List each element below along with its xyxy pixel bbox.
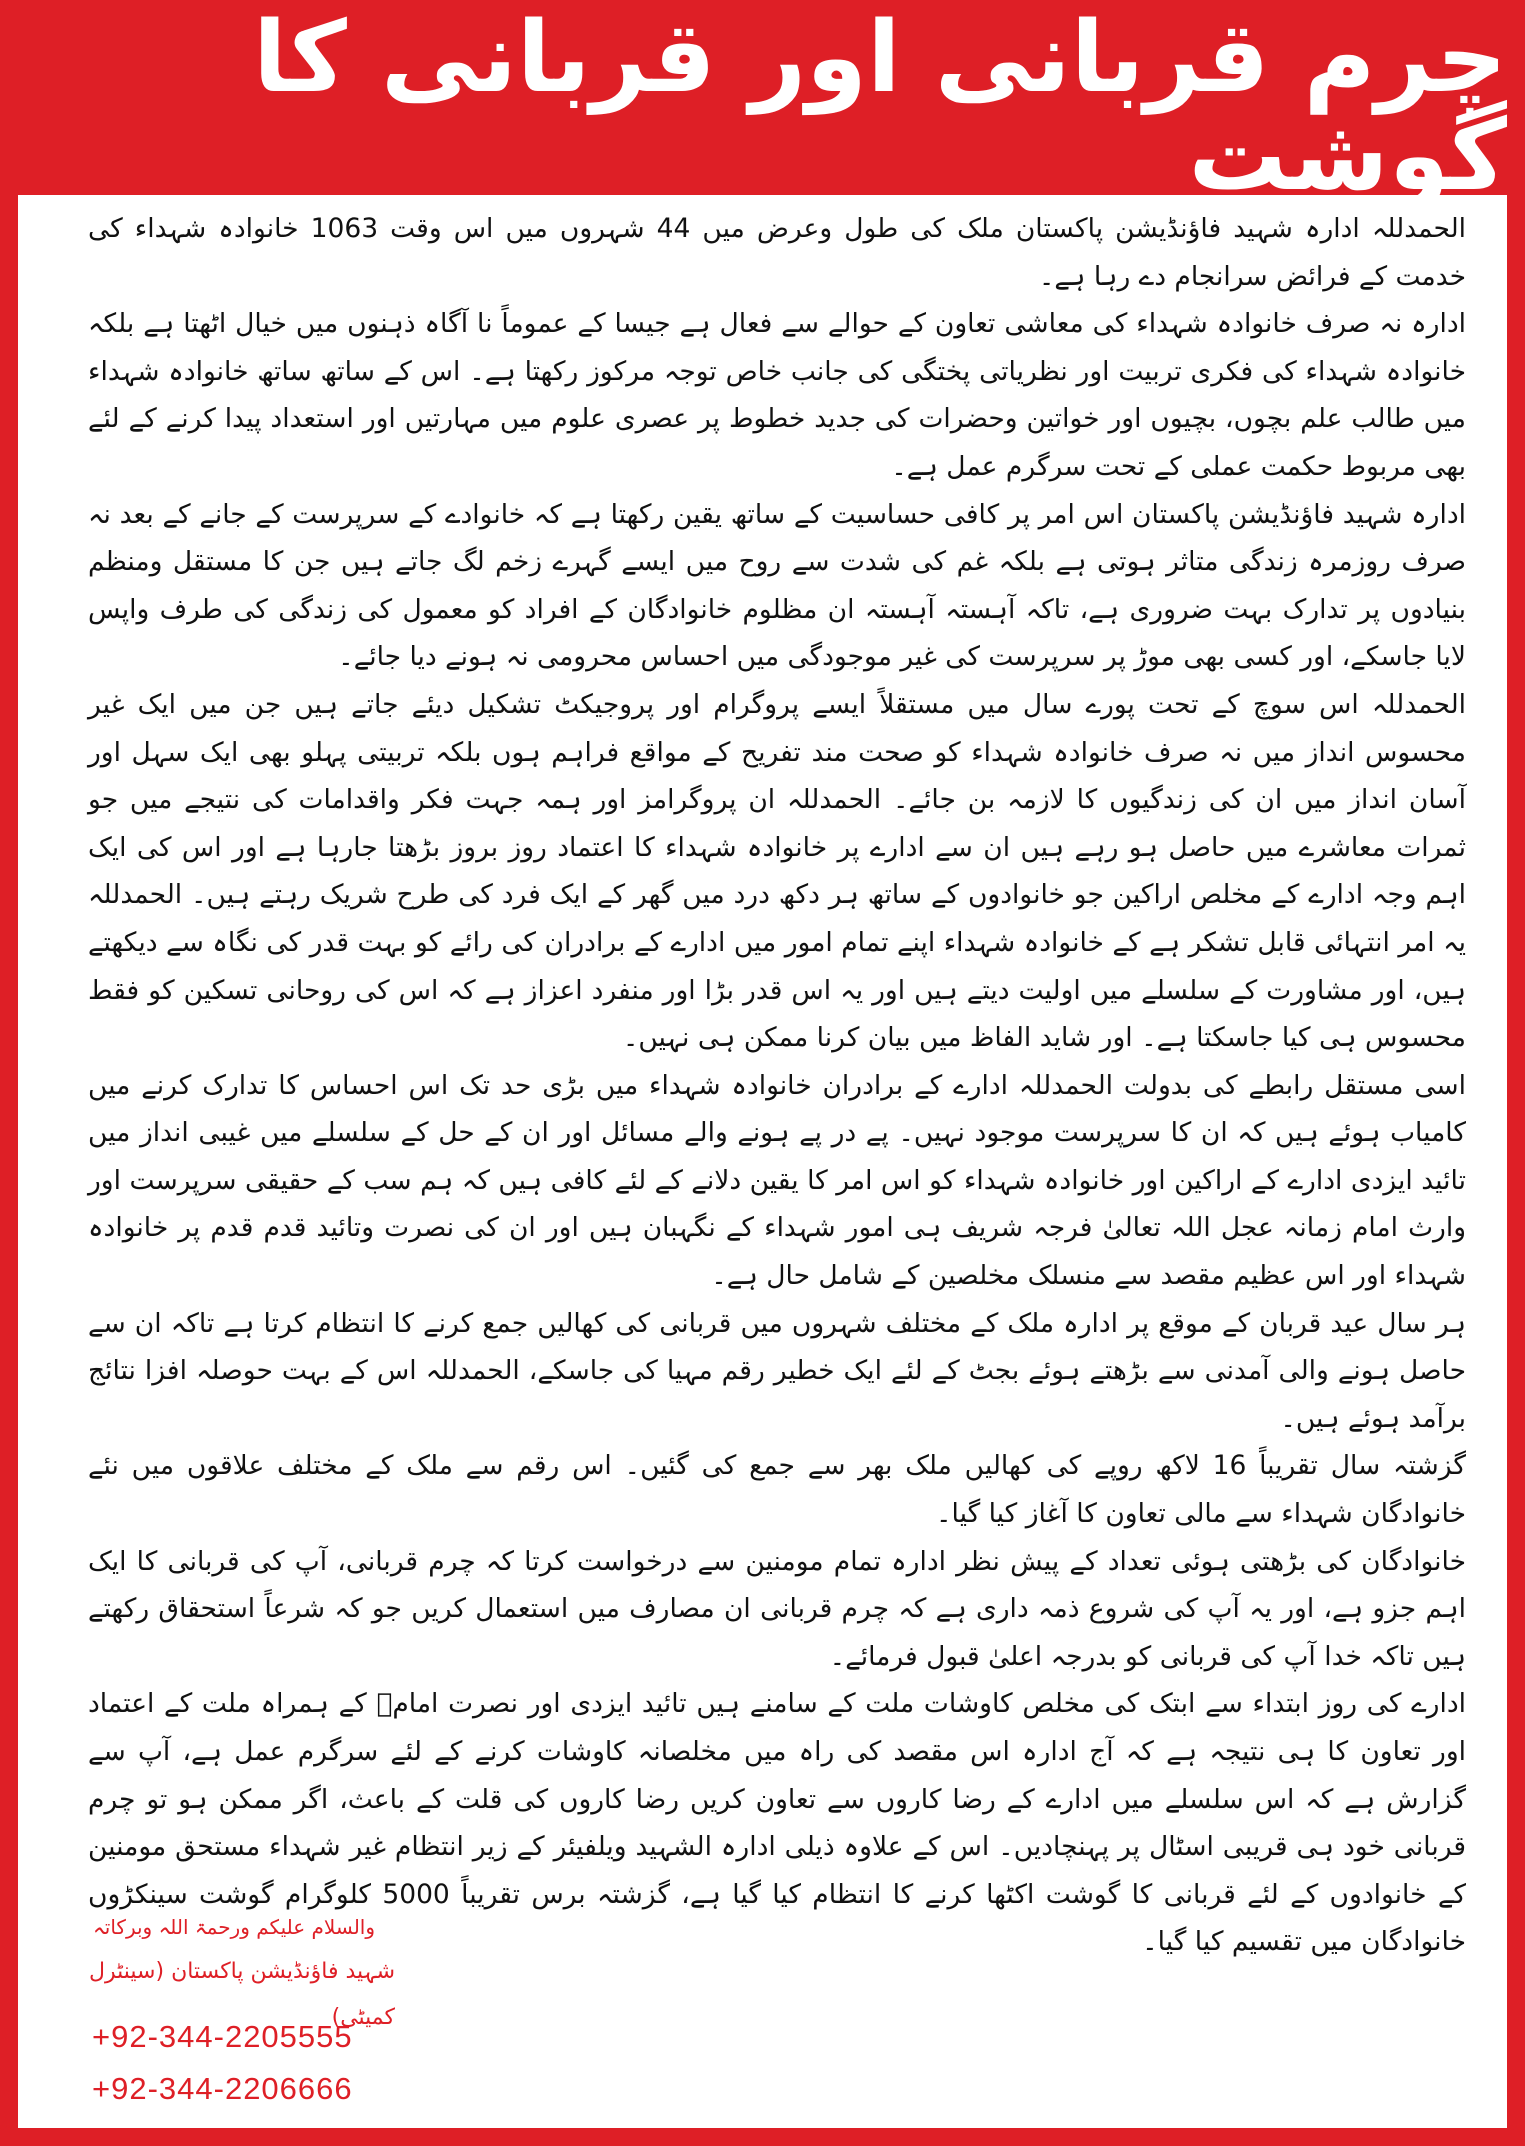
paragraph-6: ہر سال عید قربان کے موقع پر ادارہ ملک کے مختلف شہروں میں قربانی کی کھالیں جمع کرنے کا انتظام کرتا ہے تاکہ ان سے حاصل ہونے والی آمدنی سے بڑھتے ہوئے بجٹ کے لئے ایک خطیر رقم مہیا کی جاسکے، الحمدللہ اس کے بہت حوصلہ افزا نتائج برآمد ہوئے ہیں۔ [88, 1307, 1466, 1434]
signoff [75, 1905, 395, 2030]
title-banner [18, 0, 1507, 213]
paragraph-1: الحمدللہ ادارہ شہید فاؤنڈیشن پاکستان ملک کی طول وعرض میں 44 شہروں میں اس وقت 1063 خانوادہ شہداء کی خدمت کے فرائض سرانجام دے رہا ہے۔ [88, 213, 1467, 292]
paragraph-9: ادارے کی روز ابتداء سے ابتک کی مخلص کاوشات ملت کے سامنے ہیں تائید ایزدی اور نصرت امامؑ کے ہمراہ ملت کے اعتماد اور تعاون کا ہی نتیجہ ہے کہ آج ادارہ اس مقصد کی راہ میں مخلصانہ کاوشات کرنے کے لئے سرگرم عمل ہے، آپ سے گزارش ہے کہ اس سلسلے میں ادارے کے رضا کاروں سے تعاون کریں رضا کاروں کی قلت کے باعث، اگر ممکن ہو تو چرم قربانی خود ہی قریبی اسٹال پر پہنچادیں۔ اس کے علاوہ ذیلی ادارہ الشہید ویلفیئر کے زیر انتظام غیر شہداء مستحق مومنین کے خانوادوں کے لئے قربانی کا گوشت اکٹھا کرنے کا انتظام کیا گیا ہے، گزشتہ برس تقریباً 5000 کلوگرام گوشت سینکڑوں خانوادگان میں تقسیم کیا گیا۔ [88, 1688, 1466, 1958]
closing-salutation: والسلام علیکم ورحمۃ اللہ وبرکاتہ [93, 1915, 375, 1939]
phone-number-1: +92-344-2205555 [92, 2019, 353, 2054]
paragraph-2: ادارہ نہ صرف خانوادہ شہداء کی معاشی تعاون کے حوالے سے فعال ہے جیسا کے عموماً نا آگاہ ذہنوں میں خیال اٹھتا ہے بلکہ خانوادہ شہداء کی فکری تربیت اور نظریاتی پختگی کی جانب خاص توجہ مرکوز رکھتا ہے۔ اس کے ساتھ ساتھ خانوادہ شہداء میں طالب علم بچوں، بچیوں اور خواتین وحضرات کی جدید خطوط پر عصری علوم میں مہارتیں اور استعداد پیدا کرنے کے لئے بھی مربوط حکمت عملی کے تحت سرگرم عمل ہے۔ [88, 308, 1466, 482]
page-title: چرم قربانی اور قربانی کا گوشت [253, 0, 1507, 213]
paragraph-7: گزشتہ سال تقریباً 16 لاکھ روپے کی کھالیں ملک بھر سے جمع کی گئیں۔ اس رقم سے ملک کے مختلف علاقوں میں نئے خانوادگان شہداء سے مالی تعاون کا آغاز کیا گیا۔ [88, 1450, 1466, 1530]
paragraph-5: اسی مستقل رابطے کی بدولت الحمدللہ ادارے کے برادران خانوادہ شہداء میں بڑی حد تک اس احساس کا تدارک کرنے میں کامیاب ہوئے ہیں کہ ان کا سرپرست موجود نہیں۔ پے در پے ہونے والے مسائل اور ان کے حل کے سلسلے میں غیبی انداز میں تائید ایزدی ادارے کے اراکین اور خانوادہ شہداء کو اس امر کا یقین دلانے کے لئے کافی ہیں کہ ہم سب کے حقیقی سرپرست اور وارث امام زمانہ عجل اللہ تعالیٰ فرجہ شریف ہی امور شہداء کے نگہبان ہیں اور ان کی نصرت وتائید قدم قدم پر خانوادہ شہداء اور اس عظیم مقصد سے منسلک مخلصین کے شامل حال ہے۔ [88, 1069, 1466, 1292]
paragraph-8: خانوادگان کی بڑھتی ہوئی تعداد کے پیش نظر ادارہ تمام مومنین سے درخواست کرتا کہ چرم قربانی، آپ کی قربانی کا ایک اہم جزو ہے، اور یہ آپ کی شروع ذمہ داری ہے کہ چرم قربانی ان مصارف میں استعمال کریں جو کہ شرعاً استحقاق رکھتے ہیں تاکہ خدا آپ کی قربانی کو بدرجہ اعلیٰ قبول فرمائے۔ [88, 1545, 1466, 1672]
paragraph-4: الحمدللہ اس سوچ کے تحت پورے سال میں مستقلاً ایسے پروگرام اور پروجیکٹ تشکیل دیئے جاتے ہیں جن میں ایک غیر محسوس انداز میں نہ صرف خانوادہ شہداء کو صحت مند تفریح کے مواقع فراہم ہوں بلکہ تربیتی پہلو بھی ایک سہل اور آسان انداز میں ان کی زندگیوں کا لازمہ بن جائے۔ الحمدللہ ان پروگرامز اور ہمہ جہت فکر واقدامات کی نتیجے میں جو ثمرات معاشرے میں حاصل ہو رہے ہیں ان سے ادارے پر خانوادہ شہداء کا اعتماد روز بروز بڑھتا جارہا ہے اور اس کی ایک اہم وجہ ادارے کے مخلص اراکین جو خانوادوں کے ساتھ ہر دکھ درد میں گھر کے ایک فرد کی طرح شریک رہتے ہیں۔ الحمدللہ یہ امر انتہائی قابل تشکر ہے کے خانوادہ شہداء اپنے تمام امور میں ادارے کے برادران کی رائے کو بہت قدر کی نگاہ سے دیکھتے ہیں، اور مشاورت کے سلسلے میں اولیت دیتے ہیں اور یہ اس قدر بڑا اور منفرد اعزاز ہے کہ اس کی روحانی تسکین کو فقط محسوس ہی کیا جاسکتا ہے۔ اور شاید الفاظ میں بیان کرنا ممکن ہی نہیں۔ [88, 688, 1466, 1054]
paragraph-3: ادارہ شہید فاؤنڈیشن پاکستان اس امر پر کافی حساسیت کے ساتھ یقین رکھتا ہے کہ خانوادے کے سرپرست کے جانے کے بعد نہ صرف روزمرہ زندگی متاثر ہوتی ہے بلکہ غم کی شدت سے روح میں ایسے گہرے زخم لگ جاتے ہیں جن کا مستقل ومنظم بنیادوں پر تدارک بہت ضروری ہے، تاکہ آہستہ آہستہ ان مظلوم خانوادگان کے افراد کو معمول کی زندگی کی طرف واپس لایا جاسکے، اور کسی بھی موڑ پر سرپرست کی غیر موجودگی میں احساس محرومی نہ ہونے دیا جائے۔ [88, 498, 1466, 673]
phone-number-2: +92-344-2206666 [92, 2071, 353, 2106]
foundation-name: شہید فاؤنڈیشن پاکستان (سینٹرل کمیٹی) [89, 1959, 395, 2030]
